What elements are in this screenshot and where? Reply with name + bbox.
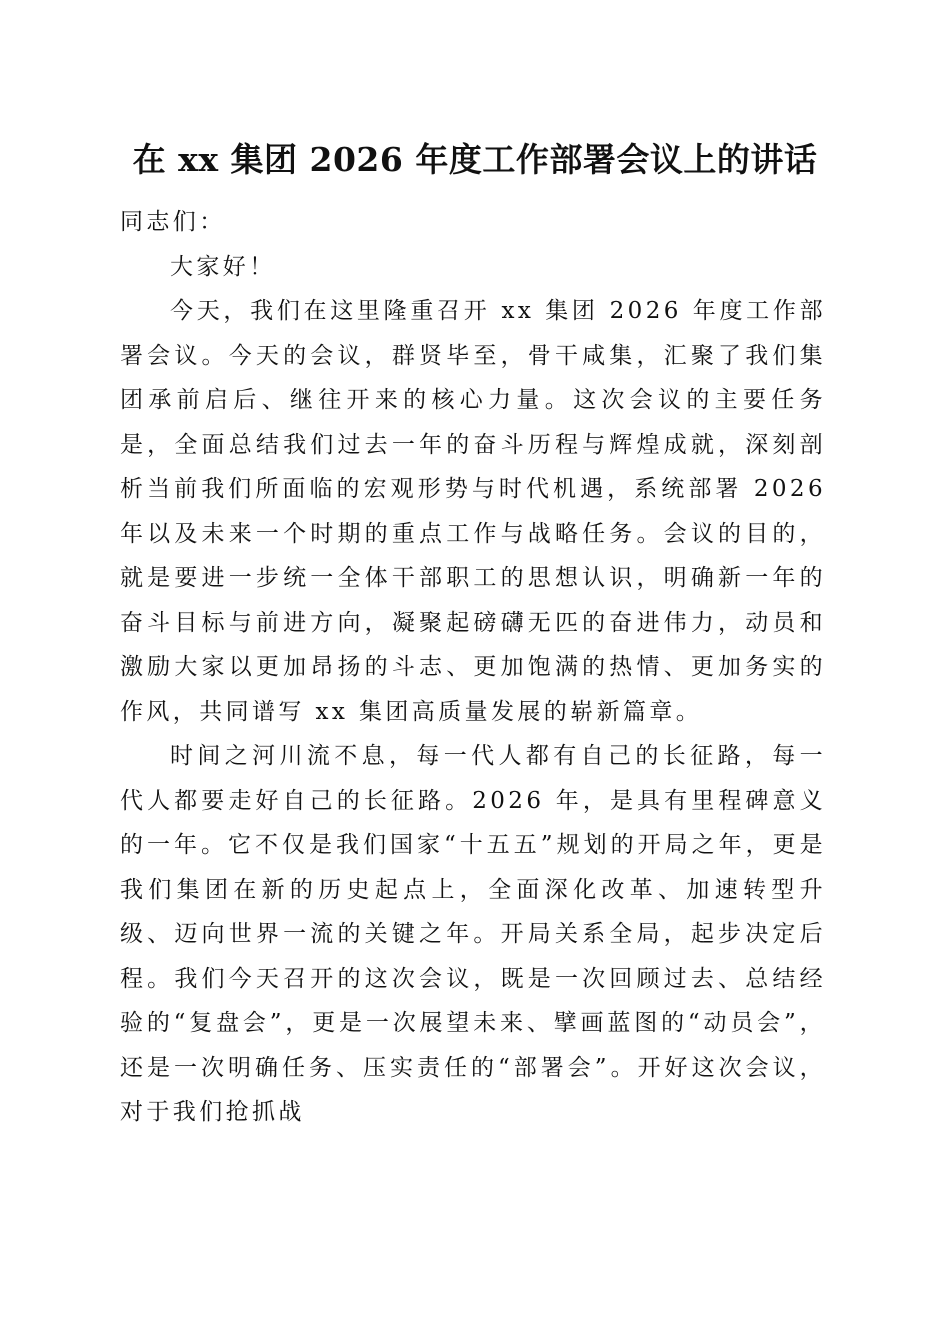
document-body: [120, 200, 826, 1135]
paragraph-significance: 时间之河川流不息，每一代人都有自己的长征路，每一代人都要走好自己的长征路。2026 年，是具有里程碑意义的一年。它不仅是我们国家“十五五”规划的开局之年，更是我们集团在新的历史起点上，全面深化改革、加速转型升级、迈向世界一流的关键之年。开局关系全局，起步决定后程。我们今天召开的这次会议，既是一次回顾过去、总结经验的“复盘会”，更是一次展望未来、擘画蓝图的“动员会”，还是一次明确任务、压实责任的“部署会”。开好这次会议，对于我们抢抓战: [120, 743, 826, 1125]
document-title: 在 xx 集团 2026 年度工作部署会议上的讲话: [132, 140, 818, 179]
paragraph-greeting: 大家好！: [170, 253, 276, 280]
paragraph-meeting-purpose: 今天，我们在这里隆重召开 xx 集团 2026 年度工作部署会议。今天的会议，群贤毕至，骨干咸集，汇聚了我们集团承前启后、继往开来的核心力量。这次会议的主要任务是，全面总结我们过去一年的奋斗历程与辉煌成就，深刻剖析当前我们所面临的宏观形势与时代机遇，系统部署 2026 年以及未来一个时期的重点工作与战略任务。会议的目的，就是要进一步统一全体干部职工的思想认识，明确新一年的奋斗目标与前进方向，凝聚起磅礴无匹的奋进伟力，动员和激励大家以更加昂扬的斗志、更加饱满的热情、更加务实的作风，共同谱写 xx 集团高质量发展的崭新篇章。: [120, 298, 826, 725]
salutation: 同志们：: [120, 209, 226, 235]
